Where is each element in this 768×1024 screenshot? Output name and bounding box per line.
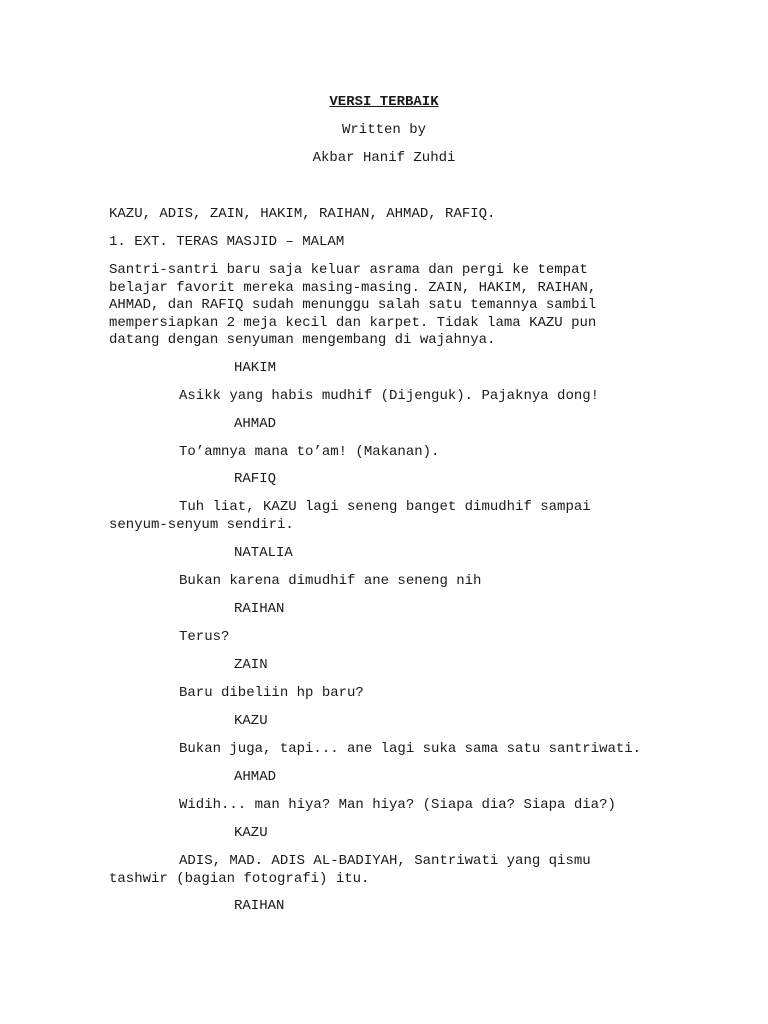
dialogue-line: Terus? xyxy=(179,629,230,645)
character-name: NATALIA xyxy=(234,545,293,561)
dialogue-line: Tuh liat, KAZU lagi seneng banget dimudhif sampai xyxy=(179,499,591,515)
character-name: KAZU xyxy=(234,825,268,841)
character-name: AHMAD xyxy=(234,416,277,432)
dialogue-line: To’amnya mana to’am! (Makanan). xyxy=(179,444,440,460)
author-name: Akbar Hanif Zuhdi xyxy=(312,150,456,166)
character-name: HAKIM xyxy=(234,360,277,376)
action-line: datang dengan senyuman mengembang di wajahnya. xyxy=(109,332,496,348)
character-name: RAIHAN xyxy=(234,898,285,914)
action-line: AHMAD, dan RAFIQ sudah menunggu salah satu temannya sambil xyxy=(109,297,597,313)
dialogue-line: Bukan karena dimudhif ane seneng nih xyxy=(179,573,482,589)
action-line: Santri-santri baru saja keluar asrama dan pergi ke tempat xyxy=(109,262,588,278)
dialogue-line: tashwir (bagian fotografi) itu. xyxy=(109,871,370,887)
dialogue-line: Baru dibeliin hp baru? xyxy=(179,685,364,701)
script-title: VERSI TERBAIK xyxy=(329,94,439,110)
dialogue-line: Bukan juga, tapi... ane lagi suka sama satu santriwati. xyxy=(179,741,642,757)
dialogue-line: Asikk yang habis mudhif (Dijenguk). Pajaknya dong! xyxy=(179,388,600,404)
character-name: RAFIQ xyxy=(234,471,277,487)
cast-list: KAZU, ADIS, ZAIN, HAKIM, RAIHAN, AHMAD, RAFIQ. xyxy=(109,206,496,222)
action-line: mempersiapkan 2 meja kecil dan karpet. Tidak lama KAZU pun xyxy=(109,315,597,331)
character-name: ZAIN xyxy=(234,657,268,673)
dialogue-line: Widih... man hiya? Man hiya? (Siapa dia? Siapa dia?) xyxy=(179,797,616,813)
action-line: belajar favorit mereka masing-masing. ZAIN, HAKIM, RAIHAN, xyxy=(109,280,597,296)
written-by-label: Written by xyxy=(341,122,426,138)
character-name: AHMAD xyxy=(234,769,277,785)
dialogue-line: senyum-senyum sendiri. xyxy=(109,517,294,533)
character-name: RAIHAN xyxy=(234,601,285,617)
character-name: KAZU xyxy=(234,713,268,729)
scene-heading: 1. EXT. TERAS MASJID – MALAM xyxy=(109,234,345,250)
dialogue-line: ADIS, MAD. ADIS AL-BADIYAH, Santriwati yang qismu xyxy=(179,853,591,869)
